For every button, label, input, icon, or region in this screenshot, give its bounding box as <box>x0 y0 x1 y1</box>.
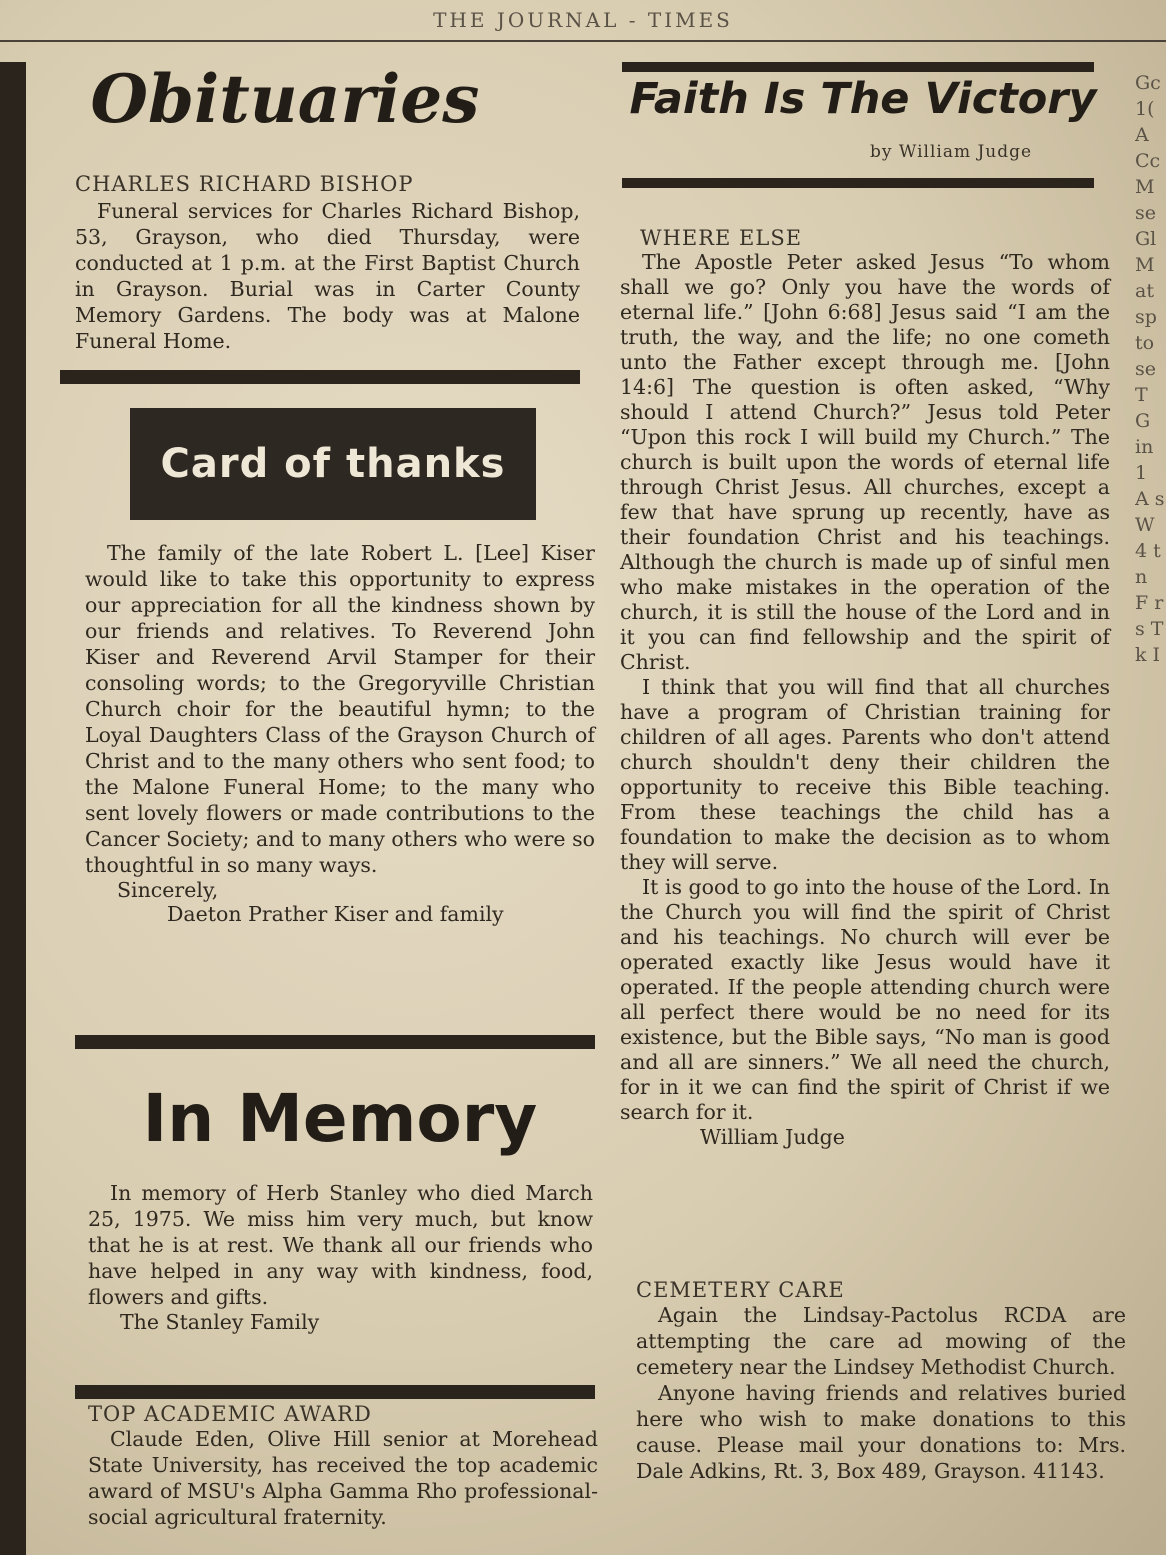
faith-paragraph-2: I think that you will find that all churches have a program of Christian training for children of all ages. Parents who don't attend church shouldn't deny their children the opportunity to receive this Bible teaching. From these teachings the child has a foundation to make the decision as to whom they will serve. <box>620 675 1110 874</box>
in-memory-title: In Memory <box>142 1080 538 1157</box>
adjacent-column-fragment: Gc 1( A Cc M se Gl M at sp to se T G in 1 A s W 4 t n F r s T k I <box>1135 72 1165 666</box>
left-column-bar <box>0 62 26 1555</box>
obituaries-title: Obituaries <box>90 60 480 138</box>
award-title: TOP ACADEMIC AWARD <box>88 1402 372 1426</box>
cemetery-paragraph-2: Anyone having friends and relatives buried here who wish to make donations to this cause. Please mail your donations to: Mrs. Dale Adkins, Rt. 3, Box 489, Grayson. 41143. <box>636 1381 1126 1483</box>
divider-rule <box>622 178 1094 188</box>
faith-signature: William Judge <box>700 1125 845 1149</box>
card-of-thanks-closing: Sincerely, <box>117 878 219 902</box>
in-memory-block <box>88 1180 593 1334</box>
masthead-rule <box>0 40 1166 42</box>
faith-subhead: WHERE ELSE <box>640 226 803 250</box>
award-block <box>88 1402 598 1530</box>
cemetery-paragraph-1: Again the Lindsay-Pactolus RCDA are attempting the care ad mowing of the cemetery near the Lindsey Methodist Church. <box>636 1303 1126 1379</box>
card-of-thanks-text: The family of the late Robert L. [Lee] Kiser would like to take this opportunity to express our appreciation for all the kindness shown by our friends and relatives. To Reverend John Kiser and Reverend Arvil Stamper for their consoling words; to the Gregoryville Christian Church choir for the beautiful hymn; to the Loyal Daughters Class of the Grayson Church of Christ and to the many others who sent food; to the Malone Funeral Home; to the many who sent lovely flowers or made contributions to the Cancer Society; and to many others who were so thoughtful in so many ways. <box>85 541 595 877</box>
faith-paragraph-3: It is good to go into the house of the Lord. In the Church you will find the spirit of Christ and his teachings. No church will ever be operated exactly like Jesus would have it operated. If the people attending church were all perfect there would be no need for its existence, but the Bible says, “No man is good and all are sinners.” We all need the church, for in it we can find the spirit of Christ if we search for it. <box>620 875 1110 1124</box>
faith-paragraph-1: The Apostle Peter asked Jesus “To whom shall we go? Only you have the words of eternal life.” [John 6:68] Jesus said “I am the truth, the way, and the life; no one cometh unto the Father except through me. [John 14:6] The question is often asked, “Why should I attend Church?” Jesus told Peter “Upon this rock I will build my Church.” The church is built upon the words of eternal life through Christ Jesus. All churches, except a few that have sprung up recently, have as their foundation Christ and his teachings. Although the church is made up of sinful men who make mistakes in the operation of the church, it is still the house of the Lord and in it you can find fellowship and the spirit of Christ. <box>620 250 1110 674</box>
card-of-thanks-title: Card of thanks <box>160 441 506 487</box>
divider-rule <box>622 62 1094 72</box>
card-of-thanks-block <box>85 540 595 926</box>
card-of-thanks-banner <box>130 408 536 520</box>
card-of-thanks-signature: Daeton Prather Kiser and family <box>167 902 504 926</box>
obituary-text: Funeral services for Charles Richard Bishop, 53, Grayson, who died Thursday, were conducted at 1 p.m. at the First Baptist Church in Grayson. Burial was in Carter County Memory Gardens. The body was at Malone Funeral Home. <box>75 199 580 353</box>
faith-title: Faith Is The Victory <box>629 74 1097 124</box>
divider-rule <box>75 1035 595 1049</box>
divider-rule <box>60 370 580 384</box>
divider-rule <box>75 1385 595 1399</box>
in-memory-text: In memory of Herb Stanley who died March 25, 1975. We miss him very much, but know that he is at rest. We thank all our friends who have helped in any way with kindness, food, flowers and gifts. <box>88 1181 593 1309</box>
cemetery-block <box>636 1278 1126 1484</box>
obituary-block <box>75 172 580 354</box>
masthead: THE JOURNAL - TIMES <box>433 8 733 32</box>
faith-article <box>620 226 1110 1149</box>
in-memory-signature: The Stanley Family <box>120 1310 320 1334</box>
faith-byline: by William Judge <box>870 142 1033 162</box>
cemetery-title: CEMETERY CARE <box>636 1278 845 1302</box>
obituary-name: CHARLES RICHARD BISHOP <box>75 172 414 196</box>
award-text: Claude Eden, Olive Hill senior at Morehead State University, has received the top academic award of MSU's Alpha Gamma Rho professional-social agricultural fraternity. <box>88 1427 598 1529</box>
